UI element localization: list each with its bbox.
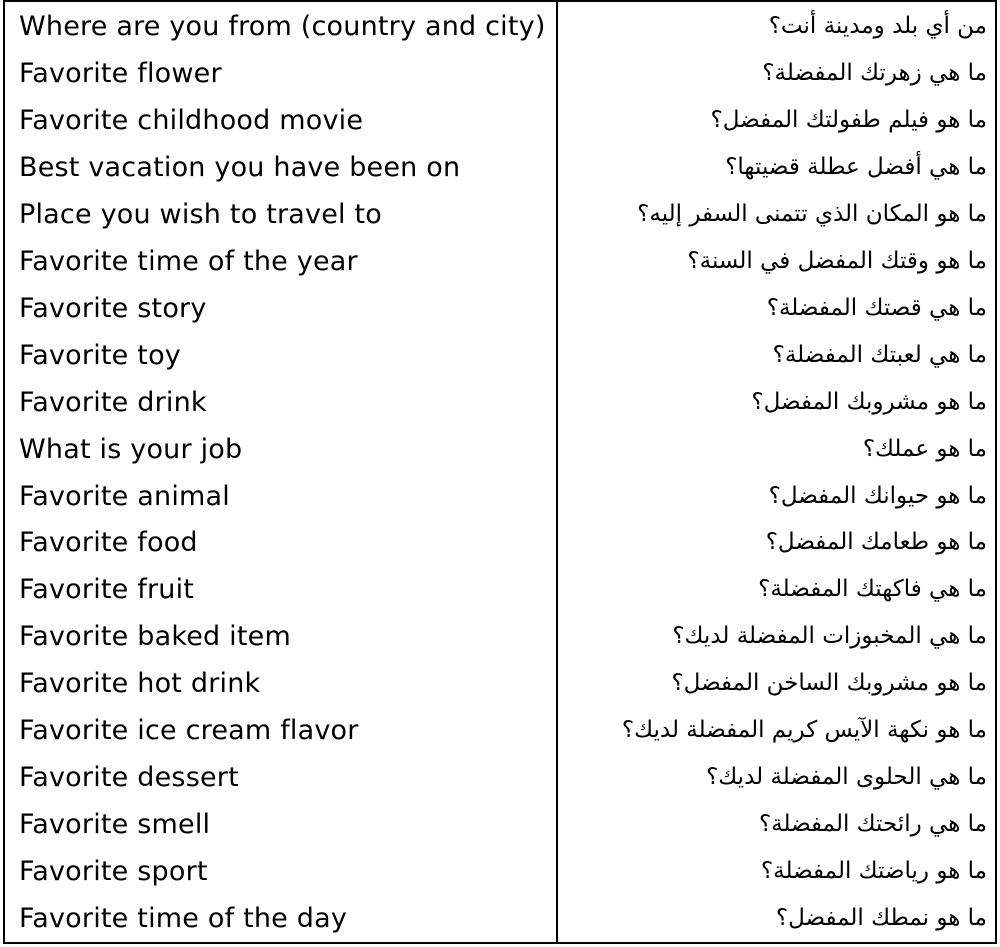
english-question: Favorite ice cream flavor [19, 715, 359, 747]
english-column [5, 2, 558, 942]
english-question: Favorite animal [19, 480, 230, 512]
english-question: Favorite flower [19, 57, 222, 89]
arabic-question: ما هو مشروبك الساخن المفضل؟ [671, 670, 987, 697]
arabic-question: ما هو عملك؟ [862, 435, 987, 462]
english-question: Favorite baked item [19, 621, 291, 653]
arabic-question: ما هو نكهة الآيس كريم المفضلة لديك؟ [621, 717, 987, 744]
arabic-question: ما هي زهرتك المفضلة؟ [762, 59, 987, 86]
english-question: Favorite sport [19, 856, 208, 888]
english-question: Favorite drink [19, 386, 207, 418]
arabic-question: ما هو حيوانك المفضل؟ [768, 482, 987, 509]
english-question: Place you wish to travel to [19, 198, 383, 230]
english-question: Favorite dessert [19, 762, 239, 794]
arabic-question: ما هو وقتك المفضل في السنة؟ [687, 247, 987, 274]
arabic-question: ما هو طعامك المفضل؟ [765, 529, 987, 556]
english-question: Favorite time of the day [19, 903, 348, 935]
english-question: Favorite hot drink [19, 668, 261, 700]
english-question: Favorite smell [19, 809, 211, 841]
arabic-question: ما هو المكان الذي تتمنى السفر إليه؟ [637, 200, 987, 227]
arabic-question: ما هي المخبوزات المفضلة لديك؟ [672, 623, 987, 650]
arabic-question: ما هو رياضتك المفضلة؟ [760, 858, 987, 885]
english-question: Favorite fruit [19, 574, 195, 606]
arabic-question: من أي بلد ومدينة أنت؟ [768, 13, 987, 39]
english-question: Best vacation you have been on [19, 151, 461, 183]
arabic-question: ما هو فيلم طفولتك المفضل؟ [710, 106, 987, 133]
question-table [3, 0, 997, 944]
arabic-question: ما هي رائحتك المفضلة؟ [758, 811, 987, 838]
english-question: Favorite food [19, 527, 198, 559]
english-question: Favorite story [19, 292, 207, 324]
arabic-question: ما هي لعبتك المفضلة؟ [772, 341, 987, 368]
arabic-question: ما هو نمطك المفضل؟ [775, 905, 987, 932]
english-question: What is your job [19, 433, 243, 465]
arabic-question: ما هي فاكهتك المفضلة؟ [758, 576, 987, 603]
arabic-question: ما هي أفضل عطلة قضيتها؟ [725, 153, 987, 180]
english-question: Favorite toy [19, 339, 181, 371]
english-question: Where are you from (country and city) [19, 11, 546, 42]
english-question: Favorite childhood movie [19, 104, 364, 136]
arabic-question: ما هو مشروبك المفضل؟ [751, 388, 987, 415]
arabic-question: ما هي قصتك المفضلة؟ [766, 294, 987, 321]
arabic-column [558, 2, 995, 942]
arabic-question: ما هي الحلوى المفضلة لديك؟ [706, 764, 987, 791]
english-question: Favorite time of the year [19, 245, 358, 277]
